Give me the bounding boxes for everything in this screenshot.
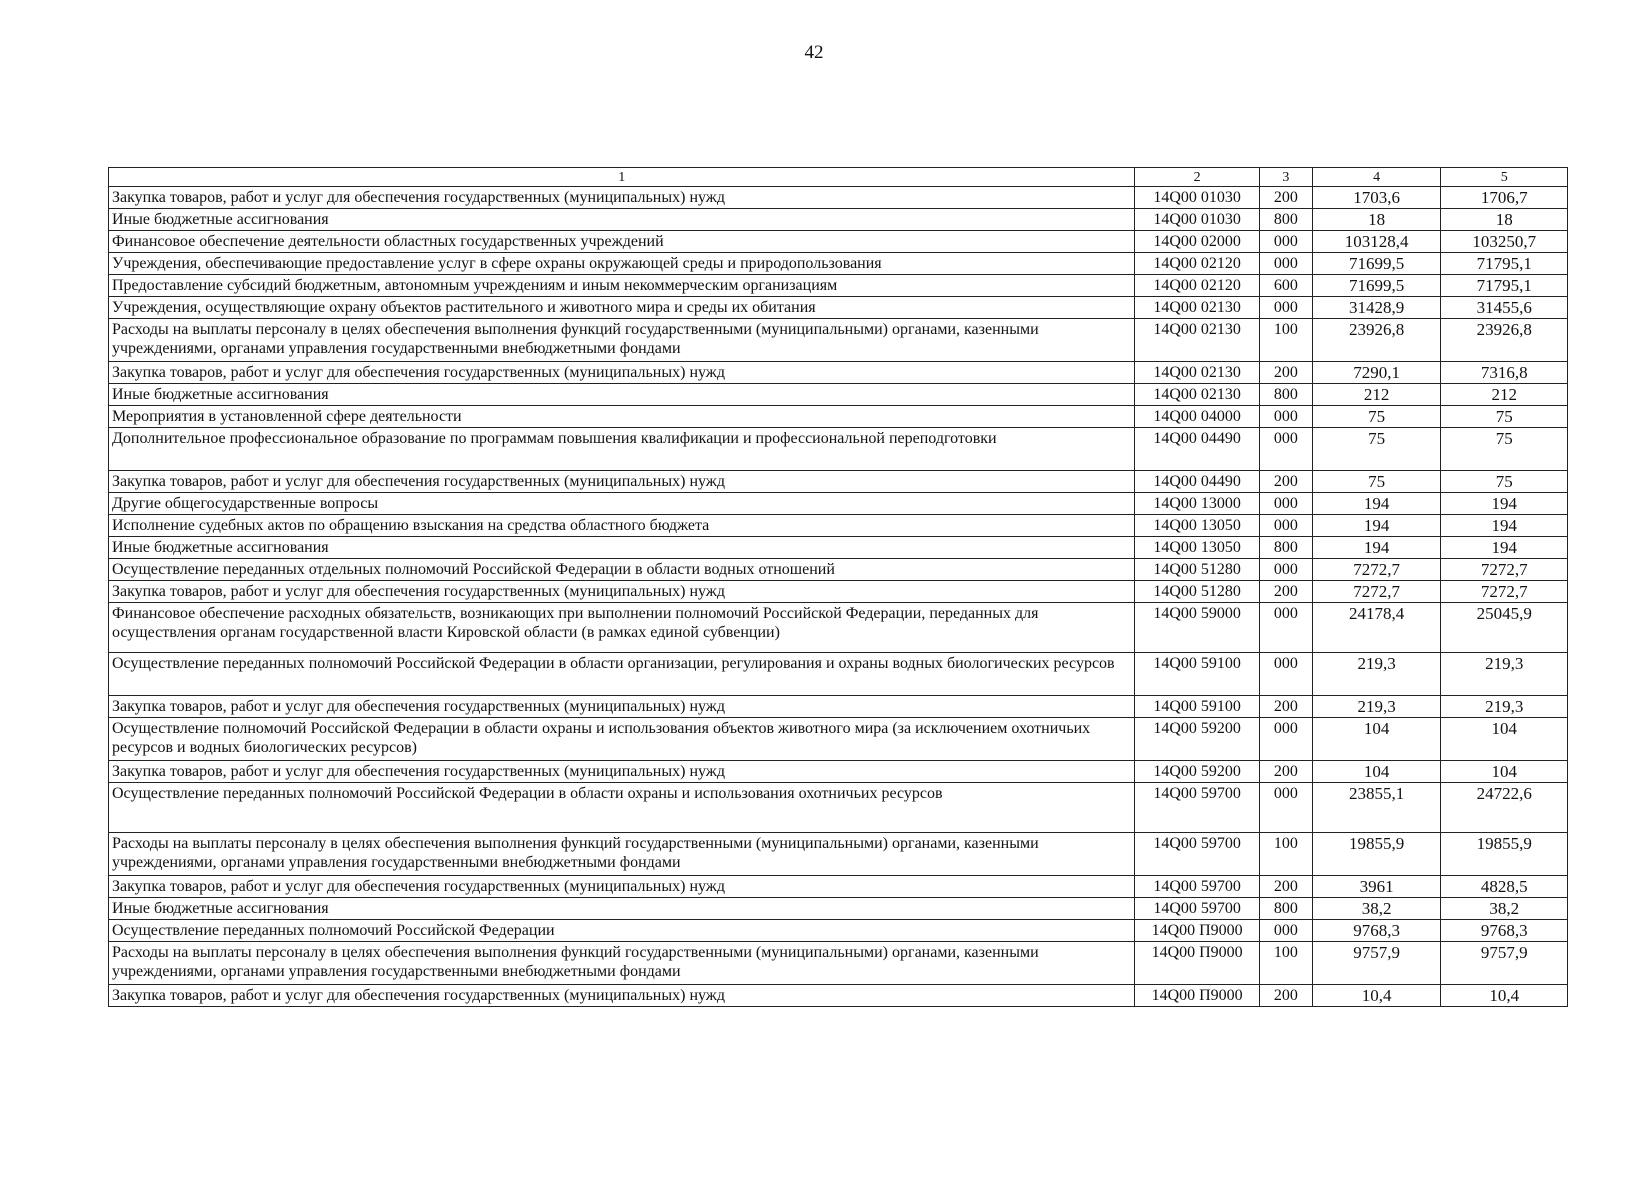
table-row — [109, 920, 1568, 942]
row-name-cell: Исполнение судебных актов по обращению взыскания на средства областного бюджета — [109, 515, 1135, 537]
row-value-col4-cell: 71699,5 — [1312, 253, 1441, 275]
table-row — [109, 559, 1568, 581]
row-name-cell: Иные бюджетные ассигнования — [109, 898, 1135, 920]
row-code-cell: 14Q00 59700 — [1135, 783, 1259, 833]
row-expense-type-cell: 800 — [1259, 537, 1312, 559]
row-name-cell: Осуществление переданных полномочий Российской Федерации в области охраны и использования охотничьих ресурсов — [109, 783, 1135, 833]
header-cell: 3 — [1259, 168, 1312, 187]
row-expense-type-cell: 800 — [1259, 898, 1312, 920]
row-expense-type-cell: 000 — [1259, 718, 1312, 761]
table-row — [109, 209, 1568, 231]
row-value-col5-cell: 75 — [1441, 471, 1568, 493]
row-expense-type-cell: 800 — [1259, 209, 1312, 231]
table-header-row — [109, 168, 1568, 187]
table-row — [109, 253, 1568, 275]
row-value-col5-cell: 71795,1 — [1441, 253, 1568, 275]
row-code-cell: 14Q00 04490 — [1135, 428, 1259, 471]
row-value-col4-cell: 104 — [1312, 761, 1441, 783]
row-name-cell: Закупка товаров, работ и услуг для обеспечения государственных (муниципальных) нужд — [109, 471, 1135, 493]
row-code-cell: 14Q00 13050 — [1135, 515, 1259, 537]
table-row — [109, 319, 1568, 362]
row-name-cell: Расходы на выплаты персоналу в целях обеспечения выполнения функций государственными (муниципальными) органами, казенными учреждениями, органами управления государственными внебюджетными фондами — [109, 942, 1135, 985]
row-value-col4-cell: 194 — [1312, 515, 1441, 537]
row-value-col4-cell: 212 — [1312, 384, 1441, 406]
row-expense-type-cell: 000 — [1259, 559, 1312, 581]
row-code-cell: 14Q00 01030 — [1135, 209, 1259, 231]
row-expense-type-cell: 200 — [1259, 761, 1312, 783]
row-code-cell: 14Q00 02130 — [1135, 384, 1259, 406]
row-expense-type-cell: 200 — [1259, 876, 1312, 898]
row-code-cell: 14Q00 13050 — [1135, 537, 1259, 559]
row-value-col5-cell: 10,4 — [1441, 985, 1568, 1007]
row-value-col5-cell: 24722,6 — [1441, 783, 1568, 833]
row-value-col5-cell: 194 — [1441, 493, 1568, 515]
row-value-col4-cell: 3961 — [1312, 876, 1441, 898]
row-value-col5-cell: 219,3 — [1441, 653, 1568, 696]
row-expense-type-cell: 100 — [1259, 319, 1312, 362]
header-cell: 2 — [1135, 168, 1259, 187]
row-value-col4-cell: 103128,4 — [1312, 231, 1441, 253]
row-value-col5-cell: 1706,7 — [1441, 187, 1568, 209]
row-expense-type-cell: 000 — [1259, 515, 1312, 537]
row-value-col5-cell: 23926,8 — [1441, 319, 1568, 362]
row-value-col4-cell: 219,3 — [1312, 653, 1441, 696]
row-value-col5-cell: 104 — [1441, 718, 1568, 761]
row-code-cell: 14Q00 П9000 — [1135, 920, 1259, 942]
row-name-cell: Осуществление переданных полномочий Российской Федерации в области организации, регулирования и охраны водных биологических ресурсов — [109, 653, 1135, 696]
row-value-col5-cell: 9768,3 — [1441, 920, 1568, 942]
row-code-cell: 14Q00 59100 — [1135, 696, 1259, 718]
row-name-cell: Расходы на выплаты персоналу в целях обеспечения выполнения функций государственными (муниципальными) органами, казенными учреждениями, органами управления государственными внебюджетными фондами — [109, 833, 1135, 876]
row-value-col5-cell: 19855,9 — [1441, 833, 1568, 876]
table-row — [109, 603, 1568, 653]
row-expense-type-cell: 000 — [1259, 493, 1312, 515]
row-expense-type-cell: 000 — [1259, 653, 1312, 696]
row-code-cell: 14Q00 13000 — [1135, 493, 1259, 515]
row-value-col4-cell: 31428,9 — [1312, 297, 1441, 319]
table-row — [109, 876, 1568, 898]
row-code-cell: 14Q00 02120 — [1135, 253, 1259, 275]
row-value-col4-cell: 18 — [1312, 209, 1441, 231]
row-value-col4-cell: 23855,1 — [1312, 783, 1441, 833]
row-value-col4-cell: 75 — [1312, 471, 1441, 493]
row-value-col4-cell: 9768,3 — [1312, 920, 1441, 942]
row-name-cell: Закупка товаров, работ и услуг для обеспечения государственных (муниципальных) нужд — [109, 362, 1135, 384]
row-expense-type-cell: 000 — [1259, 406, 1312, 428]
table-row — [109, 653, 1568, 696]
row-value-col5-cell: 9757,9 — [1441, 942, 1568, 985]
row-name-cell: Иные бюджетные ассигнования — [109, 384, 1135, 406]
header-cell: 1 — [109, 168, 1135, 187]
row-value-col4-cell: 104 — [1312, 718, 1441, 761]
row-expense-type-cell: 000 — [1259, 783, 1312, 833]
row-code-cell: 14Q00 59700 — [1135, 898, 1259, 920]
row-name-cell: Предоставление субсидий бюджетным, автономным учреждениям и иным некоммерческим организациям — [109, 275, 1135, 297]
row-expense-type-cell: 200 — [1259, 187, 1312, 209]
table-row — [109, 898, 1568, 920]
table-row — [109, 471, 1568, 493]
row-code-cell: 14Q00 04000 — [1135, 406, 1259, 428]
row-expense-type-cell: 000 — [1259, 297, 1312, 319]
row-expense-type-cell: 000 — [1259, 428, 1312, 471]
row-value-col4-cell: 19855,9 — [1312, 833, 1441, 876]
row-value-col5-cell: 103250,7 — [1441, 231, 1568, 253]
table-row — [109, 275, 1568, 297]
row-name-cell: Финансовое обеспечение расходных обязательств, возникающих при выполнении полномочий Российской Федерации, переданных для осуществления органам государственной власти Кировской области (в рамках единой субвенции) — [109, 603, 1135, 653]
row-expense-type-cell: 200 — [1259, 985, 1312, 1007]
table-row — [109, 406, 1568, 428]
row-value-col5-cell: 104 — [1441, 761, 1568, 783]
table-row — [109, 537, 1568, 559]
page-number: 42 — [804, 42, 824, 63]
row-name-cell: Закупка товаров, работ и услуг для обеспечения государственных (муниципальных) нужд — [109, 581, 1135, 603]
table-row — [109, 833, 1568, 876]
row-expense-type-cell: 100 — [1259, 942, 1312, 985]
row-name-cell: Дополнительное профессиональное образование по программам повышения квалификации и профессиональной переподготовки — [109, 428, 1135, 471]
row-name-cell: Осуществление переданных отдельных полномочий Российской Федерации в области водных отношений — [109, 559, 1135, 581]
row-value-col4-cell: 75 — [1312, 406, 1441, 428]
table-row — [109, 761, 1568, 783]
row-expense-type-cell: 200 — [1259, 581, 1312, 603]
header-cell: 5 — [1441, 168, 1568, 187]
row-code-cell: 14Q00 59700 — [1135, 833, 1259, 876]
table-row — [109, 515, 1568, 537]
table-row — [109, 696, 1568, 718]
row-expense-type-cell: 200 — [1259, 471, 1312, 493]
row-value-col4-cell: 219,3 — [1312, 696, 1441, 718]
row-name-cell: Учреждения, обеспечивающие предоставление услуг в сфере охраны окружающей среды и природопользования — [109, 253, 1135, 275]
row-expense-type-cell: 200 — [1259, 696, 1312, 718]
row-value-col5-cell: 18 — [1441, 209, 1568, 231]
row-name-cell: Мероприятия в установленной сфере деятельности — [109, 406, 1135, 428]
row-expense-type-cell: 000 — [1259, 603, 1312, 653]
row-value-col4-cell: 10,4 — [1312, 985, 1441, 1007]
table-row — [109, 942, 1568, 985]
table-row — [109, 187, 1568, 209]
row-value-col5-cell: 25045,9 — [1441, 603, 1568, 653]
row-value-col4-cell: 1703,6 — [1312, 187, 1441, 209]
row-value-col4-cell: 194 — [1312, 537, 1441, 559]
row-code-cell: 14Q00 59200 — [1135, 761, 1259, 783]
row-value-col5-cell: 194 — [1441, 515, 1568, 537]
row-code-cell: 14Q00 02130 — [1135, 319, 1259, 362]
row-code-cell: 14Q00 П9000 — [1135, 942, 1259, 985]
row-code-cell: 14Q00 01030 — [1135, 187, 1259, 209]
row-value-col5-cell: 7272,7 — [1441, 559, 1568, 581]
header-cell: 4 — [1312, 168, 1441, 187]
row-name-cell: Иные бюджетные ассигнования — [109, 537, 1135, 559]
row-value-col5-cell: 7272,7 — [1441, 581, 1568, 603]
row-value-col5-cell: 7316,8 — [1441, 362, 1568, 384]
row-code-cell: 14Q00 59000 — [1135, 603, 1259, 653]
row-expense-type-cell: 600 — [1259, 275, 1312, 297]
row-value-col4-cell: 75 — [1312, 428, 1441, 471]
row-value-col4-cell: 9757,9 — [1312, 942, 1441, 985]
row-code-cell: 14Q00 02000 — [1135, 231, 1259, 253]
row-value-col4-cell: 71699,5 — [1312, 275, 1441, 297]
row-expense-type-cell: 000 — [1259, 920, 1312, 942]
row-value-col5-cell: 71795,1 — [1441, 275, 1568, 297]
budget-table — [108, 167, 1568, 1007]
row-expense-type-cell: 200 — [1259, 362, 1312, 384]
table-row — [109, 581, 1568, 603]
table-row — [109, 718, 1568, 761]
row-name-cell: Финансовое обеспечение деятельности областных государственных учреждений — [109, 231, 1135, 253]
row-code-cell: 14Q00 59200 — [1135, 718, 1259, 761]
row-code-cell: 14Q00 04490 — [1135, 471, 1259, 493]
row-value-col4-cell: 38,2 — [1312, 898, 1441, 920]
row-value-col4-cell: 23926,8 — [1312, 319, 1441, 362]
row-name-cell: Закупка товаров, работ и услуг для обеспечения государственных (муниципальных) нужд — [109, 187, 1135, 209]
row-name-cell: Закупка товаров, работ и услуг для обеспечения государственных (муниципальных) нужд — [109, 876, 1135, 898]
table-row — [109, 297, 1568, 319]
row-code-cell: 14Q00 02130 — [1135, 297, 1259, 319]
row-code-cell: 14Q00 П9000 — [1135, 985, 1259, 1007]
row-value-col5-cell: 31455,6 — [1441, 297, 1568, 319]
table-row — [109, 985, 1568, 1007]
row-name-cell: Осуществление переданных полномочий Российской Федерации — [109, 920, 1135, 942]
table-row — [109, 384, 1568, 406]
row-value-col4-cell: 7272,7 — [1312, 559, 1441, 581]
row-expense-type-cell: 800 — [1259, 384, 1312, 406]
row-name-cell: Учреждения, осуществляющие охрану объектов растительного и животного мира и среды их обитания — [109, 297, 1135, 319]
row-expense-type-cell: 100 — [1259, 833, 1312, 876]
row-code-cell: 14Q00 59700 — [1135, 876, 1259, 898]
row-expense-type-cell: 000 — [1259, 231, 1312, 253]
table-row — [109, 783, 1568, 833]
table-row — [109, 493, 1568, 515]
table-row — [109, 362, 1568, 384]
row-value-col5-cell: 219,3 — [1441, 696, 1568, 718]
row-code-cell: 14Q00 02130 — [1135, 362, 1259, 384]
row-value-col5-cell: 75 — [1441, 428, 1568, 471]
row-value-col5-cell: 194 — [1441, 537, 1568, 559]
row-name-cell: Закупка товаров, работ и услуг для обеспечения государственных (муниципальных) нужд — [109, 761, 1135, 783]
row-name-cell: Осуществление полномочий Российской Федерации в области охраны и использования объектов животного мира (за исключением охотничьих ресурсов и водных биологических ресурсов) — [109, 718, 1135, 761]
row-name-cell: Закупка товаров, работ и услуг для обеспечения государственных (муниципальных) нужд — [109, 985, 1135, 1007]
row-code-cell: 14Q00 59100 — [1135, 653, 1259, 696]
row-value-col4-cell: 7272,7 — [1312, 581, 1441, 603]
row-value-col5-cell: 38,2 — [1441, 898, 1568, 920]
table-row — [109, 428, 1568, 471]
row-value-col4-cell: 24178,4 — [1312, 603, 1441, 653]
row-name-cell: Другие общегосударственные вопросы — [109, 493, 1135, 515]
row-code-cell: 14Q00 51280 — [1135, 581, 1259, 603]
row-name-cell: Закупка товаров, работ и услуг для обеспечения государственных (муниципальных) нужд — [109, 696, 1135, 718]
row-value-col5-cell: 212 — [1441, 384, 1568, 406]
table-row — [109, 231, 1568, 253]
row-value-col5-cell: 75 — [1441, 406, 1568, 428]
row-code-cell: 14Q00 02120 — [1135, 275, 1259, 297]
row-name-cell: Иные бюджетные ассигнования — [109, 209, 1135, 231]
row-name-cell: Расходы на выплаты персоналу в целях обеспечения выполнения функций государственными (муниципальными) органами, казенными учреждениями, органами управления государственными внебюджетными фондами — [109, 319, 1135, 362]
row-value-col5-cell: 4828,5 — [1441, 876, 1568, 898]
row-code-cell: 14Q00 51280 — [1135, 559, 1259, 581]
row-value-col4-cell: 7290,1 — [1312, 362, 1441, 384]
row-value-col4-cell: 194 — [1312, 493, 1441, 515]
row-expense-type-cell: 000 — [1259, 253, 1312, 275]
